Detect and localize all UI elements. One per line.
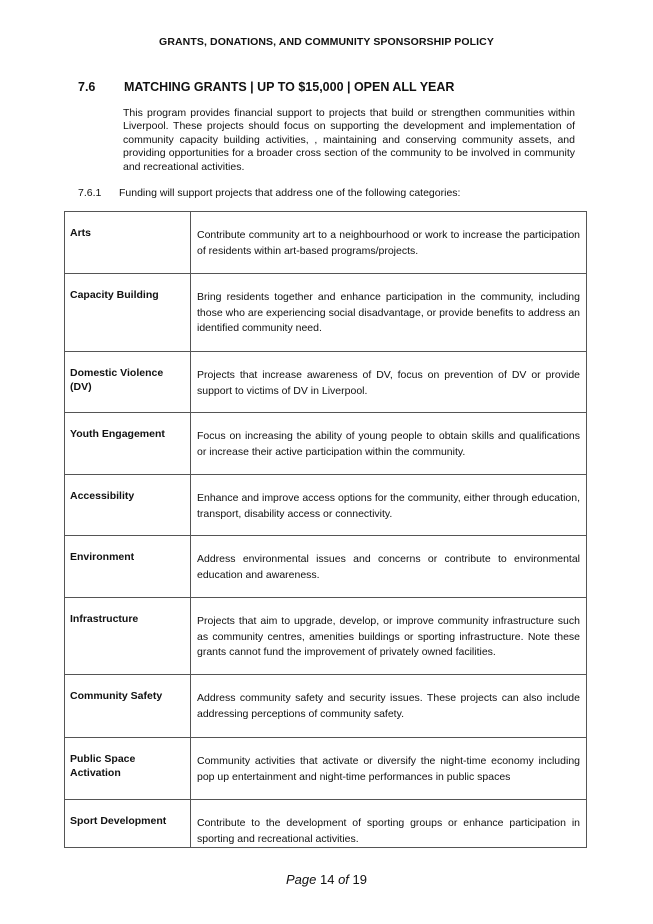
table-row bbox=[65, 598, 587, 675]
categories-table bbox=[64, 211, 587, 848]
subclause bbox=[78, 187, 460, 199]
category-description: Enhance and improve access options for the community, either through education, transport, disability access or connectivity. bbox=[191, 475, 587, 536]
document-header: GRANTS, DONATIONS, AND COMMUNITY SPONSORSHIP POLICY bbox=[159, 36, 494, 48]
category-name: Community Safety bbox=[65, 675, 191, 738]
page-number: 14 bbox=[319, 872, 335, 887]
section-intro-paragraph: This program provides financial support to projects that build or strengthen communities within Liverpool. These projects should focus on supporting the development and implementation of community capacity building activities, , maintaining and conserving community assets, and providing opportunities for a broader cross section of the community to be involved in community and recreational activities. bbox=[123, 107, 575, 173]
category-description: Address environmental issues and concerns or contribute to environmental education and awareness. bbox=[191, 536, 587, 598]
category-name: Domestic Violence (DV) bbox=[65, 352, 191, 413]
table-row bbox=[65, 738, 587, 800]
subclause-number: 7.6.1 bbox=[78, 187, 102, 199]
category-description: Community activities that activate or diversify the night-time economy including pop up entertainment and night-time performances in public spaces bbox=[191, 738, 587, 800]
total-pages: 19 bbox=[352, 872, 368, 887]
section-number: 7.6 bbox=[78, 80, 96, 94]
category-name: Public Space Activation bbox=[65, 738, 191, 800]
table-row bbox=[65, 475, 587, 536]
table-row bbox=[65, 352, 587, 413]
category-name: Accessibility bbox=[65, 475, 191, 536]
category-name: Capacity Building bbox=[65, 274, 191, 352]
of-label: of bbox=[338, 872, 349, 887]
table-row bbox=[65, 274, 587, 352]
category-name: Arts bbox=[65, 212, 191, 274]
category-description: Bring residents together and enhance participation in the community, including those who are experiencing social disadvantage, or provide benefits to address an identified community need. bbox=[191, 274, 587, 352]
section-heading bbox=[78, 80, 454, 94]
page-footer bbox=[0, 872, 653, 887]
subclause-text: Funding will support projects that address one of the following categories: bbox=[119, 187, 461, 199]
category-name: Youth Engagement bbox=[65, 413, 191, 475]
table-row bbox=[65, 413, 587, 475]
category-description: Focus on increasing the ability of young people to obtain skills and qualifications or increase their active participation within the community. bbox=[191, 413, 587, 475]
table-row bbox=[65, 212, 587, 274]
category-name: Environment bbox=[65, 536, 191, 598]
category-description: Address community safety and security issues. These projects can also include addressing perceptions of community safety. bbox=[191, 675, 587, 738]
table-row bbox=[65, 675, 587, 738]
category-description: Contribute to the development of sporting groups or enhance participation in sporting and recreational activities. bbox=[191, 800, 587, 848]
category-name: Sport Development bbox=[65, 800, 191, 848]
page-label: Page bbox=[285, 872, 317, 887]
section-title: MATCHING GRANTS | UP TO $15,000 | OPEN ALL YEAR bbox=[124, 80, 455, 94]
category-description: Projects that aim to upgrade, develop, or improve community infrastructure such as community centres, amenities buildings or sporting infrastructure. Note these grants cannot fund the improvement of privately owned facilities. bbox=[191, 598, 587, 675]
table-row bbox=[65, 536, 587, 598]
category-description: Contribute community art to a neighbourhood or work to increase the participation of residents within art-based programs/projects. bbox=[191, 212, 587, 274]
category-description: Projects that increase awareness of DV, focus on prevention of DV or provide support to victims of DV in Liverpool. bbox=[191, 352, 587, 413]
table-row bbox=[65, 800, 587, 848]
category-name: Infrastructure bbox=[65, 598, 191, 675]
